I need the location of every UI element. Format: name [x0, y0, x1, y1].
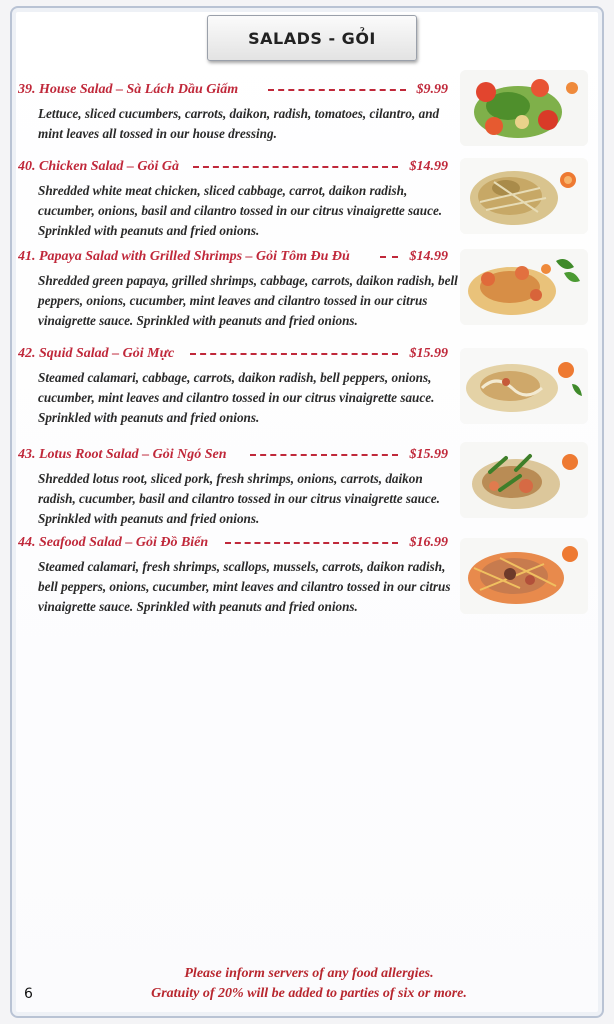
- menu-item-header: [18, 346, 448, 366]
- menu-item-name: 44. Seafood Salad – Gỏi Đồ Biển: [18, 535, 209, 550]
- menu-item-header: [18, 249, 448, 269]
- dotted-leader: [225, 542, 398, 544]
- menu-item-name: 42. Squid Salad – Gỏi Mực: [18, 346, 175, 361]
- dotted-leader: [193, 166, 398, 168]
- menu-item-price: $16.99: [409, 535, 448, 550]
- menu-item-price: $15.99: [409, 346, 448, 361]
- menu-item-39: [18, 82, 448, 144]
- menu-item-description: Shredded lotus root, sliced pork, fresh shrimps, onions, carrots, daikon radish, cucumber, basil and cilantro tossed in our citrus vinaigrette sauce. Sprinkled with peanuts and fried onions.: [38, 471, 440, 526]
- menu-item-description: Shredded white meat chicken, sliced cabbage, carrot, daikon radish, cucumber, onions, basil and cilantro tossed in our citrus vinaigrette sauce. Sprinkled with peanuts and fried onions.: [38, 183, 443, 238]
- menu-item-description: Shredded green papaya, grilled shrimps, cabbage, carrots, daikon radish, bell peppers, onions, cucumber, mint leaves and cilantro tossed in our citrus vinaigrette sauce. Sprinkled with peanuts and fried onions.: [38, 273, 458, 328]
- page-number: 6: [24, 986, 33, 1002]
- squid-salad-photo: [460, 348, 588, 424]
- lotus-root-salad-photo: [460, 442, 588, 518]
- dotted-leader: [190, 353, 398, 355]
- menu-item-price: $14.99: [409, 159, 448, 174]
- menu-item-price: $14.99: [409, 249, 448, 264]
- menu-item-name: 40. Chicken Salad – Gỏi Gà: [18, 159, 180, 174]
- papaya-salad-photo: [460, 249, 588, 325]
- menu-item-43: [18, 447, 448, 529]
- menu-item-description: Steamed calamari, fresh shrimps, scallops, mussels, carrots, daikon radish, bell peppers, onions, cucumber, mint leaves and cilantro tossed in our citrus vinaigrette sauce. Sprinkled with peanuts and fried onions.: [38, 559, 451, 614]
- menu-item-description: Steamed calamari, cabbage, carrots, daikon radish, bell peppers, onions, cucumber, mint leaves and cilantro tossed in our citrus vinaigrette sauce. Sprinkled with peanuts and fried onions.: [38, 370, 435, 425]
- dotted-leader: [250, 454, 398, 456]
- menu-item-price: $9.99: [416, 82, 448, 97]
- menu-item-name: 41. Papaya Salad with Grilled Shrimps – Gỏi Tôm Đu Đủ: [18, 249, 350, 264]
- menu-item-name: 43. Lotus Root Salad – Gỏi Ngó Sen: [18, 447, 227, 462]
- menu-item-header: [18, 535, 448, 555]
- menu-item-header: [18, 82, 448, 102]
- allergy-note: Please inform servers of any food allergies.: [184, 966, 434, 981]
- section-title: SALADS - GỎI: [248, 28, 376, 48]
- dotted-leader: [268, 89, 406, 91]
- menu-item-41: [18, 249, 458, 331]
- menu-item-price: $15.99: [409, 447, 448, 462]
- gratuity-note: Gratuity of 20% will be added to parties of six or more.: [151, 986, 467, 1001]
- section-title-box: [207, 15, 417, 61]
- menu-item-header: [18, 447, 448, 467]
- menu-item-name: 39. House Salad – Sà Lách Dầu Giấm: [18, 82, 239, 97]
- chicken-salad-photo: [460, 158, 588, 234]
- house-salad-photo: [460, 70, 588, 146]
- menu-item-header: [18, 159, 448, 179]
- menu-item-42: [18, 346, 448, 428]
- dotted-leader: [380, 256, 398, 258]
- menu-item-44: [18, 535, 451, 617]
- menu-item-description: Lettuce, sliced cucumbers, carrots, daikon, radish, tomatoes, cilantro, and mint leaves all tossed in our house dressing.: [38, 106, 440, 141]
- menu-item-40: [18, 159, 448, 241]
- seafood-salad-photo: [460, 538, 588, 614]
